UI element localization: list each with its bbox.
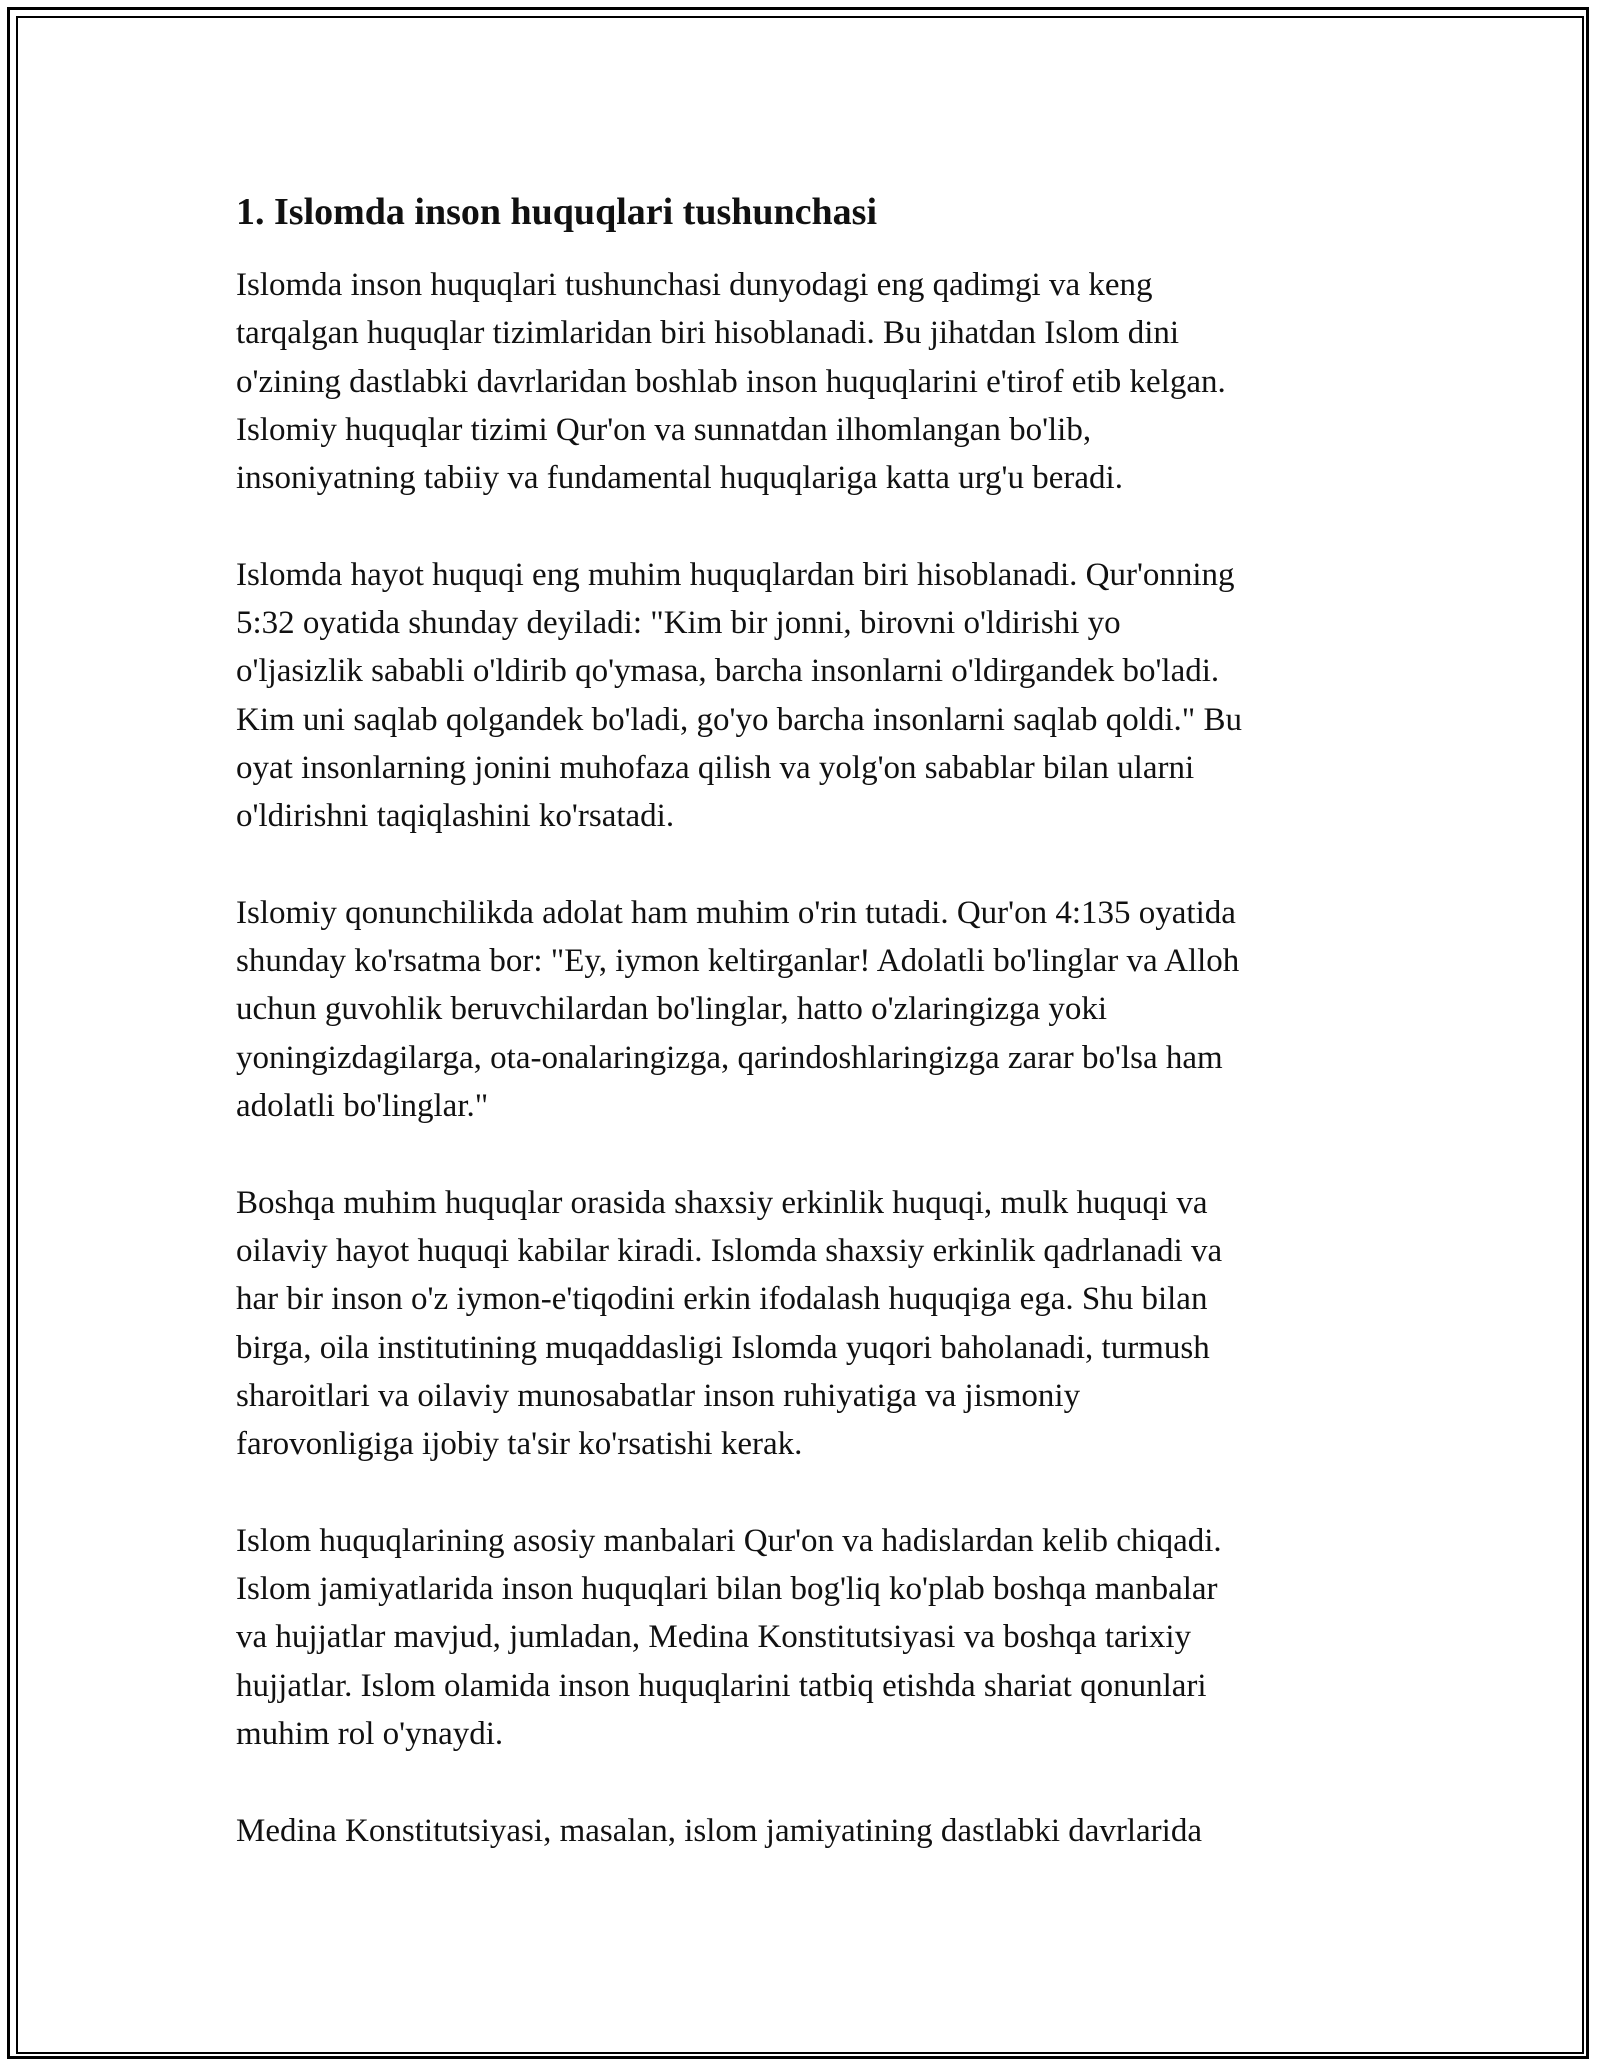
- document-body: [236, 188, 1366, 1903]
- text-line: yoningizdagilarga, ota-onalaringizga, qarindoshlaringizga zarar bo'lsa ham: [236, 1039, 1223, 1076]
- text-line: 5:32 oyatida shunday deyiladi: "Kim bir jonni, birovni o'ldirishi yo: [236, 605, 1121, 642]
- text-line: o'zining dastlabki davrlaridan boshlab inson huquqlarini e'tirof etib kelgan.: [236, 363, 1226, 400]
- paragraph-4: [236, 1179, 1366, 1469]
- text-line: muhim rol o'ynaydi.: [236, 1715, 504, 1752]
- text-line: tarqalgan huquqlar tizimlaridan biri hisoblanadi. Bu jihatdan Islom dini: [236, 315, 1180, 352]
- paragraph-6: [236, 1807, 1366, 1855]
- text-line: Islomiy qonunchilikda adolat ham muhim o'rin tutadi. Qur'on 4:135 oyatida: [236, 894, 1236, 931]
- text-line: oyat insonlarning jonini muhofaza qilish va yolg'on sabablar bilan ularni: [236, 749, 1195, 786]
- text-line: har bir inson o'z iymon-e'tiqodini erkin ifodalash huquqiga ega. Shu bilan: [236, 1281, 1208, 1318]
- text-line: Islomda inson huquqlari tushunchasi dunyodagi eng qadimgi va keng: [236, 267, 1153, 303]
- text-line: farovonligiga ijobiy ta'sir ko'rsatishi kerak.: [236, 1426, 803, 1463]
- text-line: o'ljasizlik sababli o'ldirib qo'ymasa, barcha insonlarni o'ldirgandek bo'ladi.: [236, 653, 1220, 690]
- text-line: va hujjatlar mavjud, jumladan, Medina Konstitutsiyasi va boshqa tarixiy: [236, 1619, 1191, 1656]
- paragraph-1: [236, 261, 1366, 502]
- text-line: Islomiy huquqlar tizimi Qur'on va sunnatdan ilhomlangan bo'lib,: [236, 411, 1092, 448]
- text-line: Medina Konstitutsiyasi, masalan, islom jamiyatining dastlabki davrlarida: [236, 1812, 1202, 1849]
- text-line: uchun guvohlik beruvchilardan bo'linglar, hatto o'zlaringizga yoki: [236, 991, 1108, 1028]
- text-line: birga, oila institutining muqaddasligi Islomda yuqori baholanadi, turmush: [236, 1329, 1210, 1366]
- section-heading: 1. Islomda inson huquqlari tushunchasi: [236, 191, 878, 233]
- text-line: Islom jamiyatlarida inson huquqlari bilan bog'liq ko'plab boshqa manbalar: [236, 1571, 1218, 1608]
- text-line: shunday ko'rsatma bor: "Ey, iymon keltirganlar! Adolatli bo'linglar va Alloh: [236, 943, 1240, 980]
- text-line: Boshqa muhim huquqlar orasida shaxsiy erkinlik huquqi, mulk huquqi va: [236, 1184, 1208, 1221]
- text-line: oilaviy hayot huquqi kabilar kiradi. Islomda shaxsiy erkinlik qadrlanadi va: [236, 1232, 1223, 1269]
- text-line: Islomda hayot huquqi eng muhim huquqlardan biri hisoblanadi. Qur'onning: [236, 556, 1235, 593]
- paragraph-5: [236, 1517, 1366, 1758]
- paragraph-2: [236, 551, 1366, 841]
- paragraph-3: [236, 889, 1366, 1130]
- text-line: hujjatlar. Islom olamida inson huquqlarini tatbiq etishda shariat qonunlari: [236, 1667, 1207, 1704]
- text-line: Islom huquqlarining asosiy manbalari Qur'on va hadislardan kelib chiqadi.: [236, 1522, 1222, 1559]
- text-line: adolatli bo'linglar.": [236, 1088, 489, 1125]
- text-line: insoniyatning tabiiy va fundamental huquqlariga katta urg'u beradi.: [236, 460, 1123, 497]
- text-line: o'ldirishni taqiqlashini ko'rsatadi.: [236, 798, 675, 835]
- text-line: Kim uni saqlab qolgandek bo'ladi, go'yo barcha insonlarni saqlab qoldi." Bu: [236, 701, 1243, 738]
- text-line: sharoitlari va oilaviy munosabatlar inson ruhiyatiga va jismoniy: [236, 1377, 1081, 1414]
